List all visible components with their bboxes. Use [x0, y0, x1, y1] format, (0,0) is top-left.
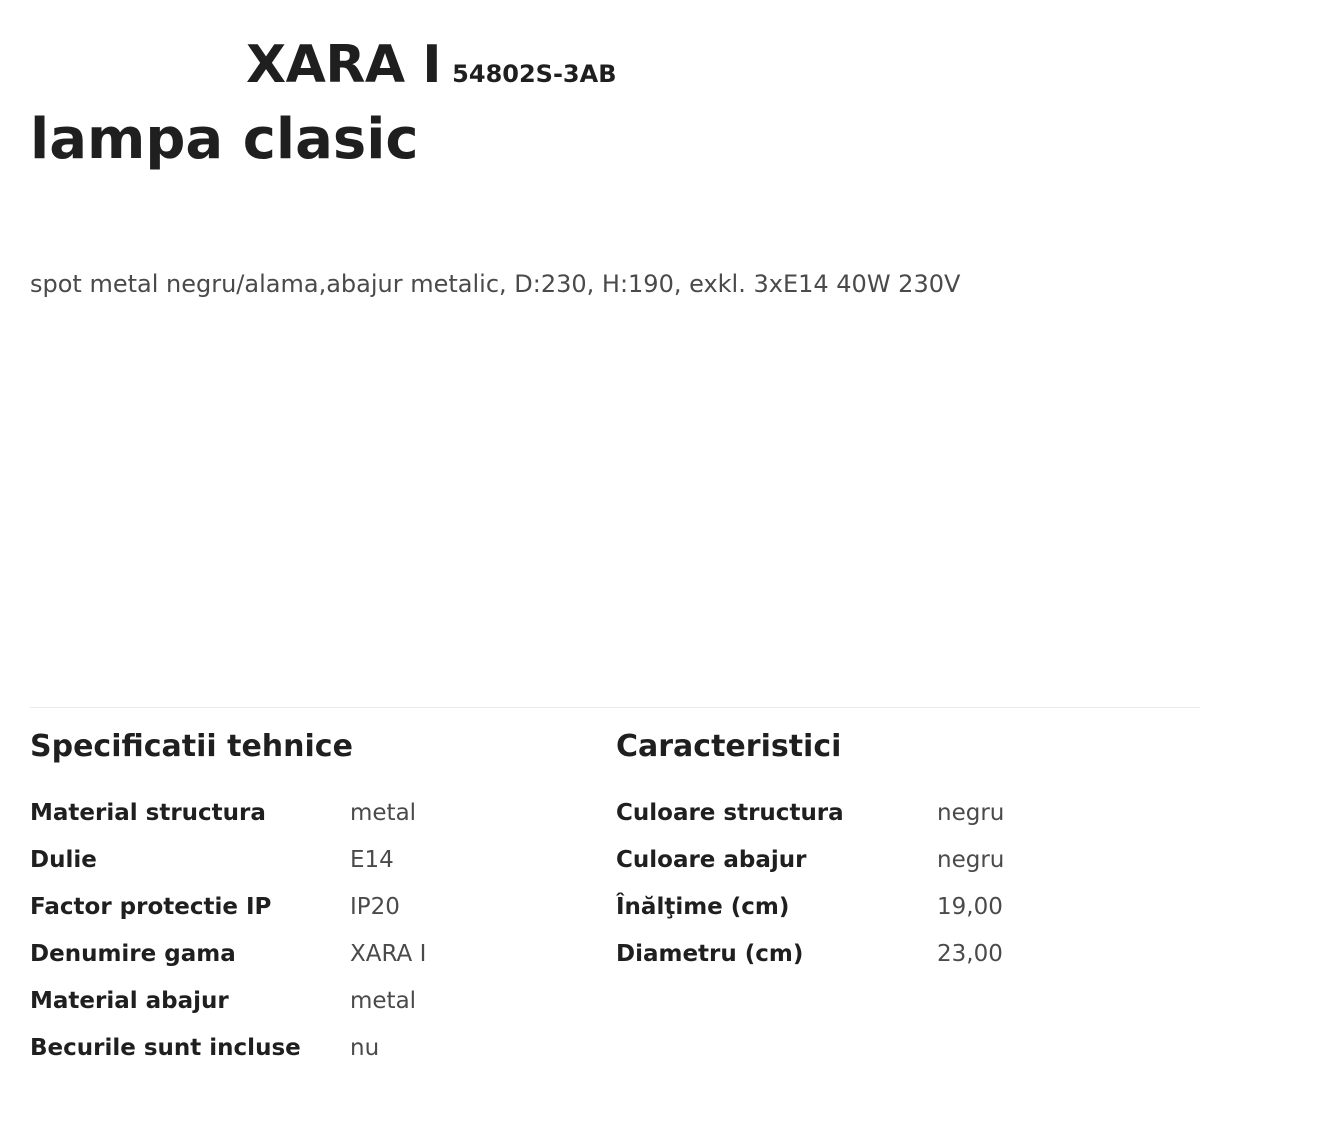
characteristic-row [616, 931, 1176, 978]
spec-label: Dulie [30, 847, 97, 873]
specifications-title: Specificatii tehnice [30, 729, 353, 764]
product-category: lampa clasic [30, 107, 419, 172]
spec-row [30, 884, 590, 931]
characteristic-value: 23,00 [937, 941, 1003, 967]
section-divider [30, 707, 1200, 708]
characteristic-row [616, 837, 1176, 884]
spec-value: metal [350, 988, 417, 1014]
spec-row [30, 1025, 590, 1072]
spec-label: Denumire gama [30, 941, 236, 967]
spec-value: nu [350, 1035, 380, 1061]
spec-row [30, 978, 590, 1025]
characteristic-label: Înălţime (cm) [616, 894, 790, 920]
spec-value: IP20 [350, 894, 400, 920]
characteristic-label: Culoare abajur [616, 847, 807, 873]
spec-row [30, 931, 590, 978]
characteristic-label: Diametru (cm) [616, 941, 804, 967]
characteristics-section [616, 724, 1176, 978]
characteristic-value: 19,00 [937, 894, 1003, 920]
product-name: XARA I [246, 35, 442, 95]
characteristic-row [616, 884, 1176, 931]
spec-row [30, 837, 590, 884]
spec-value: metal [350, 800, 417, 826]
spec-row [30, 790, 590, 837]
spec-label: Material abajur [30, 988, 229, 1014]
characteristic-label: Culoare structura [616, 800, 844, 826]
characteristic-value: negru [937, 800, 1005, 826]
spec-value: E14 [350, 847, 394, 873]
characteristic-row [616, 790, 1176, 837]
product-title-line [30, 30, 730, 112]
product-description: spot metal negru/alama,abajur metalic, D:230, H:190, exkl. 3xE14 40W 230V [30, 270, 961, 298]
spec-label: Becurile sunt incluse [30, 1035, 301, 1061]
characteristic-value: negru [937, 847, 1005, 873]
specifications-section [30, 724, 590, 1072]
spec-label: Material structura [30, 800, 266, 826]
characteristics-title: Caracteristici [616, 729, 842, 764]
spec-value: XARA I [350, 941, 427, 967]
spec-label: Factor protectie IP [30, 894, 272, 920]
product-header [30, 30, 730, 170]
product-code: 54802S-3AB [452, 60, 617, 88]
